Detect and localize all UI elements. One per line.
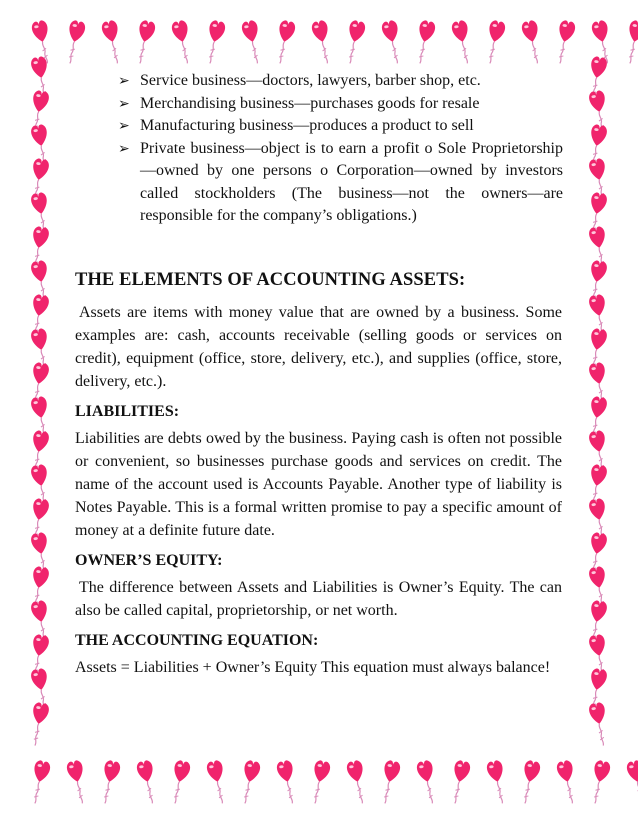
heart-balloon-icon xyxy=(27,362,50,407)
accounting-equation-paragraph: Assets = Liabilities + Owner’s Equity This equation must always balance! xyxy=(75,658,551,676)
list-item-private-business: ➢ Private business—object is to earn a profit o Sole Proprietorship—owned by one persons o Corporation—owned by investors called stockholders (The business—not the owners—are responsible for the company’s obligations.) xyxy=(118,138,563,228)
heart-balloon-icon xyxy=(591,19,615,64)
heart-balloon-icon xyxy=(585,260,608,305)
heart-balloon-icon xyxy=(97,759,121,804)
heart-balloon-icon xyxy=(272,19,296,64)
heart-balloon-icon xyxy=(377,759,401,804)
heart-balloon-icon xyxy=(482,19,506,64)
heart-balloon-icon xyxy=(27,294,50,339)
heart-balloon-icon xyxy=(30,668,53,713)
heart-balloon-icon xyxy=(381,19,405,64)
heart-balloon-icon xyxy=(556,759,580,804)
heart-balloon-icon xyxy=(27,634,50,679)
heart-balloon-icon xyxy=(416,759,440,804)
heart-balloon-icon xyxy=(27,430,50,475)
section-title-liabilities: LIABILITIES: xyxy=(75,402,180,420)
heart-balloon-icon xyxy=(27,702,50,747)
heart-balloon-icon xyxy=(27,759,51,804)
heart-balloon-icon xyxy=(30,260,53,305)
section-title-owners-equity: OWNER’S EQUITY: xyxy=(75,551,223,569)
heart-balloon-icon xyxy=(588,498,611,543)
heart-balloon-icon xyxy=(588,566,611,611)
heart-balloon-icon xyxy=(588,158,611,203)
heart-balloon-icon xyxy=(521,19,545,64)
business-type-list xyxy=(118,70,563,228)
heart-balloon-icon xyxy=(587,759,611,804)
section-title-assets: THE ELEMENTS OF ACCOUNTING ASSETS: xyxy=(75,269,466,290)
heart-balloon-icon xyxy=(167,759,191,804)
heart-balloon-icon xyxy=(31,19,55,64)
heart-balloon-icon xyxy=(585,56,608,101)
heart-balloon-icon xyxy=(585,464,608,509)
heart-balloon-icon xyxy=(27,90,50,135)
heart-balloon-icon xyxy=(66,759,90,804)
heart-balloon-icon xyxy=(585,192,608,237)
list-item-manufacturing: ➢ Manufacturing business—produces a product to sell xyxy=(118,115,563,138)
heart-balloon-icon xyxy=(30,192,53,237)
heart-balloon-icon xyxy=(588,90,611,135)
list-item-merchandising: ➢ Merchandising business—purchases goods for resale xyxy=(118,93,563,116)
heart-balloon-icon xyxy=(585,396,608,441)
heart-balloon-icon xyxy=(346,759,370,804)
heart-balloon-icon xyxy=(27,158,50,203)
heart-balloon-icon xyxy=(101,19,125,64)
heart-balloon-icon xyxy=(30,396,53,441)
heart-balloon-icon xyxy=(307,759,331,804)
heart-balloon-icon xyxy=(27,566,50,611)
heart-balloon-icon xyxy=(588,294,611,339)
heart-balloon-icon xyxy=(27,226,50,271)
heart-balloon-icon xyxy=(30,56,53,101)
heart-balloon-icon xyxy=(412,19,436,64)
liabilities-paragraph: Liabilities are debts owed by the business. Paying cash is often not possible or convenient, so businesses purchase goods and services on credit. The name of the account used is Accounts Payable. Another type of liability is Notes Payable. This is a formal written promise to pay a specific amount of money at a definite future date. xyxy=(75,429,562,539)
heart-balloon-icon xyxy=(626,759,638,804)
heart-balloon-icon xyxy=(588,634,611,679)
owners-equity-paragraph: The difference between Assets and Liabilities is Owner’s Equity. The can also be called capital, proprietorship, or net worth. xyxy=(75,578,562,619)
heart-balloon-icon xyxy=(552,19,576,64)
heart-balloon-icon xyxy=(132,19,156,64)
heart-balloon-icon xyxy=(27,498,50,543)
heart-balloon-icon xyxy=(136,759,160,804)
heart-balloon-icon xyxy=(237,759,261,804)
heart-balloon-icon xyxy=(588,430,611,475)
heart-balloon-icon xyxy=(588,362,611,407)
heart-balloon-icon xyxy=(276,759,300,804)
heart-balloon-icon xyxy=(451,19,475,64)
heart-balloon-icon xyxy=(585,600,608,645)
heart-balloon-icon xyxy=(30,328,53,373)
heart-balloon-icon xyxy=(622,19,638,64)
section-title-accounting-equation: THE ACCOUNTING EQUATION: xyxy=(75,631,319,649)
heart-balloon-icon xyxy=(241,19,265,64)
heart-balloon-icon xyxy=(342,19,366,64)
heart-balloon-icon xyxy=(486,759,510,804)
heart-balloon-icon xyxy=(585,532,608,577)
heart-balloon-icon xyxy=(30,464,53,509)
heart-balloon-icon xyxy=(30,532,53,577)
heart-balloon-icon xyxy=(171,19,195,64)
list-item-service: ➢ Service business—doctors, lawyers, barber shop, etc. xyxy=(118,70,563,93)
heart-balloon-icon xyxy=(585,124,608,169)
assets-paragraph: Assets are items with money value that are owned by a business. Some examples are: cash, accounts receivable (selling goods or services on credit), equipment (office, store, delivery, etc.), and supplies (office, store, delivery, etc.). xyxy=(75,303,562,390)
heart-balloon-icon xyxy=(588,702,611,747)
heart-balloon-icon xyxy=(30,124,53,169)
heart-balloon-icon xyxy=(311,19,335,64)
heart-balloon-icon xyxy=(62,19,86,64)
heart-balloon-icon xyxy=(447,759,471,804)
document-content xyxy=(75,70,562,710)
heart-balloon-icon xyxy=(588,226,611,271)
heart-balloon-icon xyxy=(30,600,53,645)
heart-balloon-icon xyxy=(517,759,541,804)
heart-balloon-icon xyxy=(202,19,226,64)
heart-balloon-icon xyxy=(585,328,608,373)
heart-balloon-icon xyxy=(206,759,230,804)
heart-balloon-icon xyxy=(585,668,608,713)
